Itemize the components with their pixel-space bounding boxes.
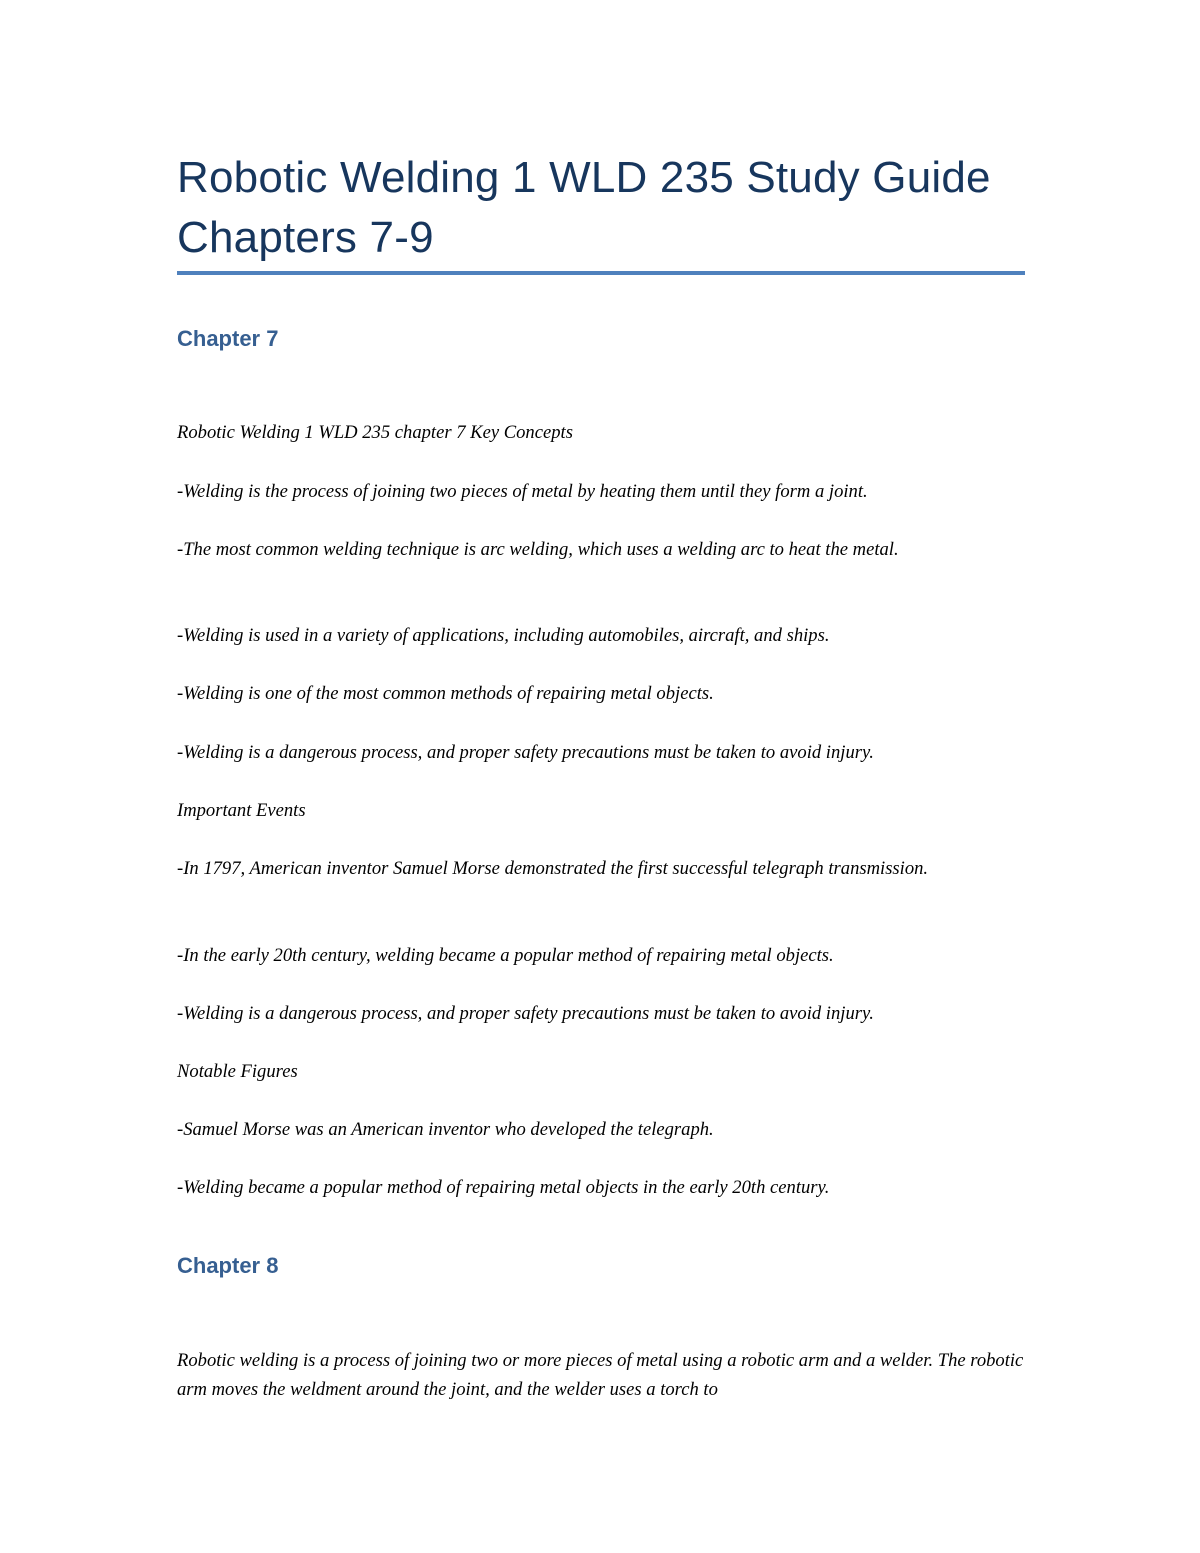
notable-figures-heading: Notable Figures	[177, 1061, 298, 1082]
paragraph: -In the early 20th century, welding became a popular method of repairing metal objects.	[177, 945, 834, 966]
paragraph: -Welding is the process of joining two pieces of metal by heating them until they form a joint.	[177, 481, 868, 502]
paragraph: -Samuel Morse was an American inventor who developed the telegraph.	[177, 1119, 714, 1140]
chapter-7-heading: Chapter 7	[177, 326, 279, 351]
paragraph: -Welding is used in a variety of applications, including automobiles, aircraft, and ships.	[177, 625, 830, 646]
paragraph: -Welding is a dangerous process, and proper safety precautions must be taken to avoid injury.	[177, 742, 874, 763]
paragraph: Robotic welding is a process of joining two or more pieces of metal using a robotic arm and a welder. The robotic arm moves the weldment around the joint, and the welder uses a torch to	[177, 1350, 1024, 1400]
paragraph: -Welding is one of the most common methods of repairing metal objects.	[177, 683, 714, 704]
paragraph: -Welding is a dangerous process, and proper safety precautions must be taken to avoid injury.	[177, 1003, 874, 1024]
paragraph: -Welding became a popular method of repairing metal objects in the early 20th century.	[177, 1177, 830, 1198]
paragraph: -The most common welding technique is arc welding, which uses a welding arc to heat the metal.	[177, 539, 899, 560]
key-concepts-heading: Robotic Welding 1 WLD 235 chapter 7 Key Concepts	[177, 422, 573, 443]
title-underline	[177, 271, 1025, 275]
document-title: Robotic Welding 1 WLD 235 Study Guide Chapters 7-9	[177, 153, 991, 262]
important-events-heading: Important Events	[177, 800, 306, 821]
paragraph: -In 1797, American inventor Samuel Morse demonstrated the first successful telegraph transmission.	[177, 858, 929, 879]
chapter-8-heading: Chapter 8	[177, 1253, 279, 1278]
